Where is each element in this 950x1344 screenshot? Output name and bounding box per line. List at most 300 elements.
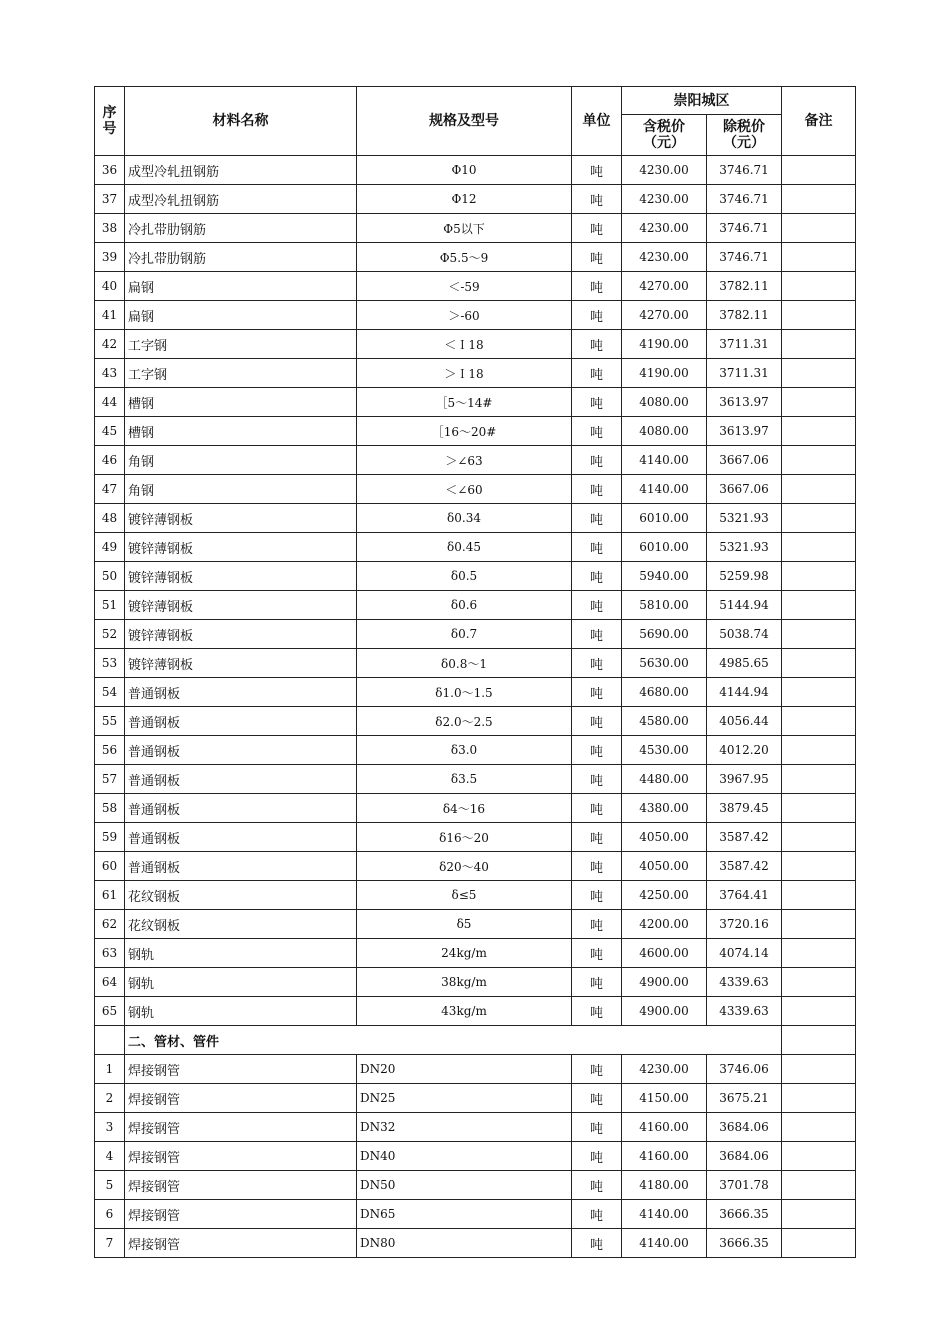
row-price-tax-exclusive: 3675.21 [707,1084,782,1113]
row-note [782,968,856,997]
table-row [95,794,856,823]
row-note [782,533,856,562]
row-price-tax-exclusive: 3613.97 [707,388,782,417]
row-price-tax-inclusive: 4140.00 [622,1200,707,1229]
row-spec: Φ5.5～9 [357,243,572,272]
row-material-name: 角钢 [125,446,357,475]
row-index: 52 [95,620,125,649]
row-material-name: 镀锌薄钢板 [125,620,357,649]
row-material-name: 镀锌薄钢板 [125,504,357,533]
row-unit: 吨 [572,214,622,243]
row-material-name: 钢轨 [125,968,357,997]
row-index: 47 [95,475,125,504]
row-price-tax-exclusive: 4339.63 [707,968,782,997]
row-index: 61 [95,881,125,910]
row-note [782,852,856,881]
row-price-tax-exclusive: 4056.44 [707,707,782,736]
row-note [782,678,856,707]
table-row [95,272,856,301]
row-material-name: 普通钢板 [125,823,357,852]
row-price-tax-inclusive: 4900.00 [622,968,707,997]
row-material-name: 花纹钢板 [125,910,357,939]
row-unit: 吨 [572,765,622,794]
table-row [95,301,856,330]
row-price-tax-exclusive: 3613.97 [707,417,782,446]
row-spec: δ3.5 [357,765,572,794]
row-unit: 吨 [572,1229,622,1258]
row-note [782,649,856,678]
row-price-tax-exclusive: 3746.71 [707,243,782,272]
row-price-tax-exclusive: 3684.06 [707,1113,782,1142]
row-unit: 吨 [572,968,622,997]
table-row [95,910,856,939]
row-price-tax-exclusive: 5321.93 [707,533,782,562]
row-index: 42 [95,330,125,359]
row-note [782,504,856,533]
row-note [782,707,856,736]
row-index: 36 [95,156,125,185]
row-note [782,562,856,591]
row-material-name: 冷扎带肋钢筋 [125,214,357,243]
row-price-tax-inclusive: 4080.00 [622,388,707,417]
row-price-tax-exclusive: 4985.65 [707,649,782,678]
row-price-tax-inclusive: 4140.00 [622,475,707,504]
row-material-name: 槽钢 [125,388,357,417]
row-index: 43 [95,359,125,388]
table-row [95,185,856,214]
row-index [95,1026,125,1055]
row-price-tax-inclusive: 5690.00 [622,620,707,649]
table-row [95,1142,856,1171]
row-spec: δ0.5 [357,562,572,591]
row-price-tax-exclusive: 3667.06 [707,475,782,504]
row-unit: 吨 [572,707,622,736]
row-note [782,620,856,649]
row-index: 7 [95,1229,125,1258]
row-price-tax-exclusive: 3711.31 [707,330,782,359]
row-note [782,214,856,243]
row-material-name: 工字钢 [125,330,357,359]
table-row [95,1084,856,1113]
row-index: 53 [95,649,125,678]
row-note [782,881,856,910]
row-unit: 吨 [572,301,622,330]
row-spec: δ5 [357,910,572,939]
row-price-tax-exclusive: 3684.06 [707,1142,782,1171]
row-price-tax-inclusive: 4580.00 [622,707,707,736]
row-note [782,765,856,794]
row-spec: ＜Ｉ18 [357,330,572,359]
table-row [95,214,856,243]
row-price-tax-inclusive: 4230.00 [622,185,707,214]
row-price-tax-inclusive: 4230.00 [622,243,707,272]
header-region: 崇阳城区 [622,87,782,115]
row-price-tax-inclusive: 5940.00 [622,562,707,591]
row-spec: DN65 [357,1200,572,1229]
row-material-name: 普通钢板 [125,852,357,881]
table-row [95,591,856,620]
header-tax-exclusive: 除税价 （元） [707,115,782,156]
row-note [782,1200,856,1229]
row-note [782,330,856,359]
table-row [95,446,856,475]
row-price-tax-inclusive: 4270.00 [622,301,707,330]
row-price-tax-exclusive: 4012.20 [707,736,782,765]
row-index: 5 [95,1171,125,1200]
row-unit: 吨 [572,794,622,823]
row-price-tax-exclusive: 4074.14 [707,939,782,968]
row-spec: δ≤5 [357,881,572,910]
row-material-name: 焊接钢管 [125,1171,357,1200]
row-spec: ［16～20# [357,417,572,446]
header-spec: 规格及型号 [357,87,572,156]
row-price-tax-inclusive: 4900.00 [622,997,707,1026]
row-index: 59 [95,823,125,852]
header-note: 备注 [782,87,856,156]
row-price-tax-exclusive: 3782.11 [707,301,782,330]
row-index: 64 [95,968,125,997]
row-price-tax-inclusive: 4230.00 [622,156,707,185]
row-price-tax-exclusive: 3746.71 [707,156,782,185]
row-price-tax-exclusive: 3746.71 [707,214,782,243]
row-price-tax-inclusive: 4230.00 [622,214,707,243]
table-row [95,649,856,678]
row-note [782,446,856,475]
row-material-name: 冷扎带肋钢筋 [125,243,357,272]
row-price-tax-inclusive: 5810.00 [622,591,707,620]
row-unit: 吨 [572,649,622,678]
row-price-tax-inclusive: 4680.00 [622,678,707,707]
row-note [782,1171,856,1200]
row-material-name: 钢轨 [125,997,357,1026]
row-note [782,939,856,968]
row-price-tax-exclusive: 3764.41 [707,881,782,910]
row-spec: δ0.6 [357,591,572,620]
row-material-name: 扁钢 [125,272,357,301]
table-row [95,620,856,649]
row-index: 41 [95,301,125,330]
row-spec: δ4～16 [357,794,572,823]
row-price-tax-inclusive: 6010.00 [622,504,707,533]
row-index: 65 [95,997,125,1026]
row-spec: DN50 [357,1171,572,1200]
row-spec: δ3.0 [357,736,572,765]
row-price-tax-exclusive: 4144.94 [707,678,782,707]
table-row [95,330,856,359]
row-spec: ＜∠60 [357,475,572,504]
row-unit: 吨 [572,272,622,301]
row-spec: δ2.0～2.5 [357,707,572,736]
row-unit: 吨 [572,562,622,591]
row-index: 54 [95,678,125,707]
row-price-tax-exclusive: 3720.16 [707,910,782,939]
row-index: 4 [95,1142,125,1171]
row-note [782,1113,856,1142]
row-note [782,1084,856,1113]
row-index: 38 [95,214,125,243]
row-index: 37 [95,185,125,214]
row-price-tax-inclusive: 6010.00 [622,533,707,562]
row-material-name: 花纹钢板 [125,881,357,910]
row-material-name: 焊接钢管 [125,1113,357,1142]
table-row [95,504,856,533]
row-unit: 吨 [572,881,622,910]
row-index: 50 [95,562,125,591]
row-unit: 吨 [572,736,622,765]
row-material-name: 焊接钢管 [125,1229,357,1258]
row-spec: δ1.0～1.5 [357,678,572,707]
row-price-tax-inclusive: 4270.00 [622,272,707,301]
row-unit: 吨 [572,939,622,968]
row-price-tax-exclusive: 3587.42 [707,823,782,852]
row-note [782,359,856,388]
row-spec: δ0.8～1 [357,649,572,678]
row-note [782,243,856,272]
row-index: 55 [95,707,125,736]
row-index: 49 [95,533,125,562]
table-row [95,388,856,417]
table-row [95,939,856,968]
row-spec: DN80 [357,1229,572,1258]
row-unit: 吨 [572,359,622,388]
header-unit: 单位 [572,87,622,156]
row-unit: 吨 [572,997,622,1026]
row-spec: DN20 [357,1055,572,1084]
row-price-tax-exclusive: 3711.31 [707,359,782,388]
row-material-name: 普通钢板 [125,765,357,794]
row-material-name: 普通钢板 [125,707,357,736]
row-spec: 43kg/m [357,997,572,1026]
section-title: 二、管材、管件 [125,1026,782,1055]
row-price-tax-exclusive: 3667.06 [707,446,782,475]
section-row [95,1026,856,1055]
row-spec: Φ12 [357,185,572,214]
row-unit: 吨 [572,475,622,504]
row-price-tax-exclusive: 3587.42 [707,852,782,881]
row-price-tax-inclusive: 4150.00 [622,1084,707,1113]
row-price-tax-inclusive: 4140.00 [622,446,707,475]
row-index: 60 [95,852,125,881]
row-note [782,475,856,504]
row-price-tax-inclusive: 4600.00 [622,939,707,968]
row-material-name: 成型冷轧扭钢筋 [125,156,357,185]
row-spec: ＞∠63 [357,446,572,475]
row-unit: 吨 [572,504,622,533]
row-price-tax-inclusive: 4480.00 [622,765,707,794]
row-material-name: 镀锌薄钢板 [125,533,357,562]
row-unit: 吨 [572,852,622,881]
row-index: 58 [95,794,125,823]
row-index: 48 [95,504,125,533]
table-row [95,1171,856,1200]
row-material-name: 工字钢 [125,359,357,388]
table-body [95,156,856,1258]
row-material-name: 成型冷轧扭钢筋 [125,185,357,214]
row-price-tax-inclusive: 5630.00 [622,649,707,678]
row-price-tax-inclusive: 4050.00 [622,823,707,852]
row-unit: 吨 [572,156,622,185]
table-row [95,1200,856,1229]
row-note [782,997,856,1026]
row-index: 63 [95,939,125,968]
row-unit: 吨 [572,533,622,562]
row-unit: 吨 [572,388,622,417]
row-price-tax-exclusive: 3666.35 [707,1229,782,1258]
row-spec: δ0.45 [357,533,572,562]
row-material-name: 镀锌薄钢板 [125,562,357,591]
row-price-tax-inclusive: 4530.00 [622,736,707,765]
row-note [782,1142,856,1171]
row-material-name: 焊接钢管 [125,1142,357,1171]
table-row [95,997,856,1026]
table-row [95,359,856,388]
row-price-tax-inclusive: 4180.00 [622,1171,707,1200]
row-index: 1 [95,1055,125,1084]
row-unit: 吨 [572,1171,622,1200]
header-index: 序 号 [95,87,125,156]
row-spec: ＜-59 [357,272,572,301]
row-index: 39 [95,243,125,272]
row-unit: 吨 [572,185,622,214]
row-material-name: 焊接钢管 [125,1084,357,1113]
row-note [782,1026,856,1055]
row-unit: 吨 [572,591,622,620]
row-index: 62 [95,910,125,939]
row-spec: δ0.7 [357,620,572,649]
row-price-tax-inclusive: 4140.00 [622,1229,707,1258]
row-spec: DN25 [357,1084,572,1113]
row-material-name: 焊接钢管 [125,1200,357,1229]
table-row [95,417,856,446]
row-note [782,156,856,185]
row-unit: 吨 [572,1113,622,1142]
row-spec: DN32 [357,1113,572,1142]
table-row [95,707,856,736]
row-price-tax-exclusive: 4339.63 [707,997,782,1026]
row-spec: ＞-60 [357,301,572,330]
table-row [95,852,856,881]
row-price-tax-exclusive: 3967.95 [707,765,782,794]
row-index: 6 [95,1200,125,1229]
row-spec: ［5～14# [357,388,572,417]
row-price-tax-exclusive: 3666.35 [707,1200,782,1229]
row-price-tax-inclusive: 4050.00 [622,852,707,881]
row-price-tax-exclusive: 5321.93 [707,504,782,533]
row-price-tax-exclusive: 3746.06 [707,1055,782,1084]
table-row [95,736,856,765]
row-note [782,823,856,852]
table-row [95,475,856,504]
row-price-tax-exclusive: 3782.11 [707,272,782,301]
row-spec: δ20～40 [357,852,572,881]
table-row [95,1229,856,1258]
row-material-name: 角钢 [125,475,357,504]
row-price-tax-inclusive: 4160.00 [622,1142,707,1171]
row-note [782,736,856,765]
row-spec: DN40 [357,1142,572,1171]
row-spec: δ0.34 [357,504,572,533]
row-price-tax-exclusive: 5038.74 [707,620,782,649]
row-spec: δ16～20 [357,823,572,852]
row-unit: 吨 [572,417,622,446]
row-price-tax-exclusive: 5144.94 [707,591,782,620]
row-unit: 吨 [572,1055,622,1084]
row-note [782,794,856,823]
row-material-name: 钢轨 [125,939,357,968]
table-row [95,968,856,997]
row-index: 40 [95,272,125,301]
row-note [782,185,856,214]
row-note [782,591,856,620]
table-row [95,156,856,185]
row-spec: 24kg/m [357,939,572,968]
row-unit: 吨 [572,1142,622,1171]
row-price-tax-inclusive: 4190.00 [622,330,707,359]
table-row [95,533,856,562]
row-spec: ＞Ｉ18 [357,359,572,388]
row-unit: 吨 [572,330,622,359]
row-note [782,388,856,417]
row-note [782,417,856,446]
row-price-tax-exclusive: 3879.45 [707,794,782,823]
row-note [782,910,856,939]
row-index: 57 [95,765,125,794]
row-spec: Φ5以下 [357,214,572,243]
table-row [95,823,856,852]
row-price-tax-inclusive: 4190.00 [622,359,707,388]
row-unit: 吨 [572,1200,622,1229]
table-row [95,678,856,707]
row-material-name: 镀锌薄钢板 [125,591,357,620]
row-index: 46 [95,446,125,475]
row-unit: 吨 [572,446,622,475]
header-material-name: 材料名称 [125,87,357,156]
row-material-name: 镀锌薄钢板 [125,649,357,678]
row-price-tax-exclusive: 3701.78 [707,1171,782,1200]
row-price-tax-inclusive: 4160.00 [622,1113,707,1142]
row-material-name: 普通钢板 [125,678,357,707]
row-price-tax-inclusive: 4200.00 [622,910,707,939]
row-spec: Φ10 [357,156,572,185]
row-material-name: 槽钢 [125,417,357,446]
row-index: 44 [95,388,125,417]
row-index: 45 [95,417,125,446]
row-note [782,1229,856,1258]
table-row [95,881,856,910]
row-unit: 吨 [572,678,622,707]
row-price-tax-inclusive: 4230.00 [622,1055,707,1084]
table-row [95,1113,856,1142]
row-spec: 38kg/m [357,968,572,997]
row-note [782,1055,856,1084]
row-unit: 吨 [572,620,622,649]
row-material-name: 扁钢 [125,301,357,330]
row-price-tax-inclusive: 4380.00 [622,794,707,823]
table-row [95,1055,856,1084]
row-note [782,301,856,330]
row-index: 51 [95,591,125,620]
row-note [782,272,856,301]
row-material-name: 焊接钢管 [125,1055,357,1084]
row-material-name: 普通钢板 [125,736,357,765]
table-row [95,765,856,794]
table-row [95,243,856,272]
row-index: 2 [95,1084,125,1113]
table-row [95,562,856,591]
row-unit: 吨 [572,1084,622,1113]
row-index: 56 [95,736,125,765]
row-price-tax-exclusive: 3746.71 [707,185,782,214]
